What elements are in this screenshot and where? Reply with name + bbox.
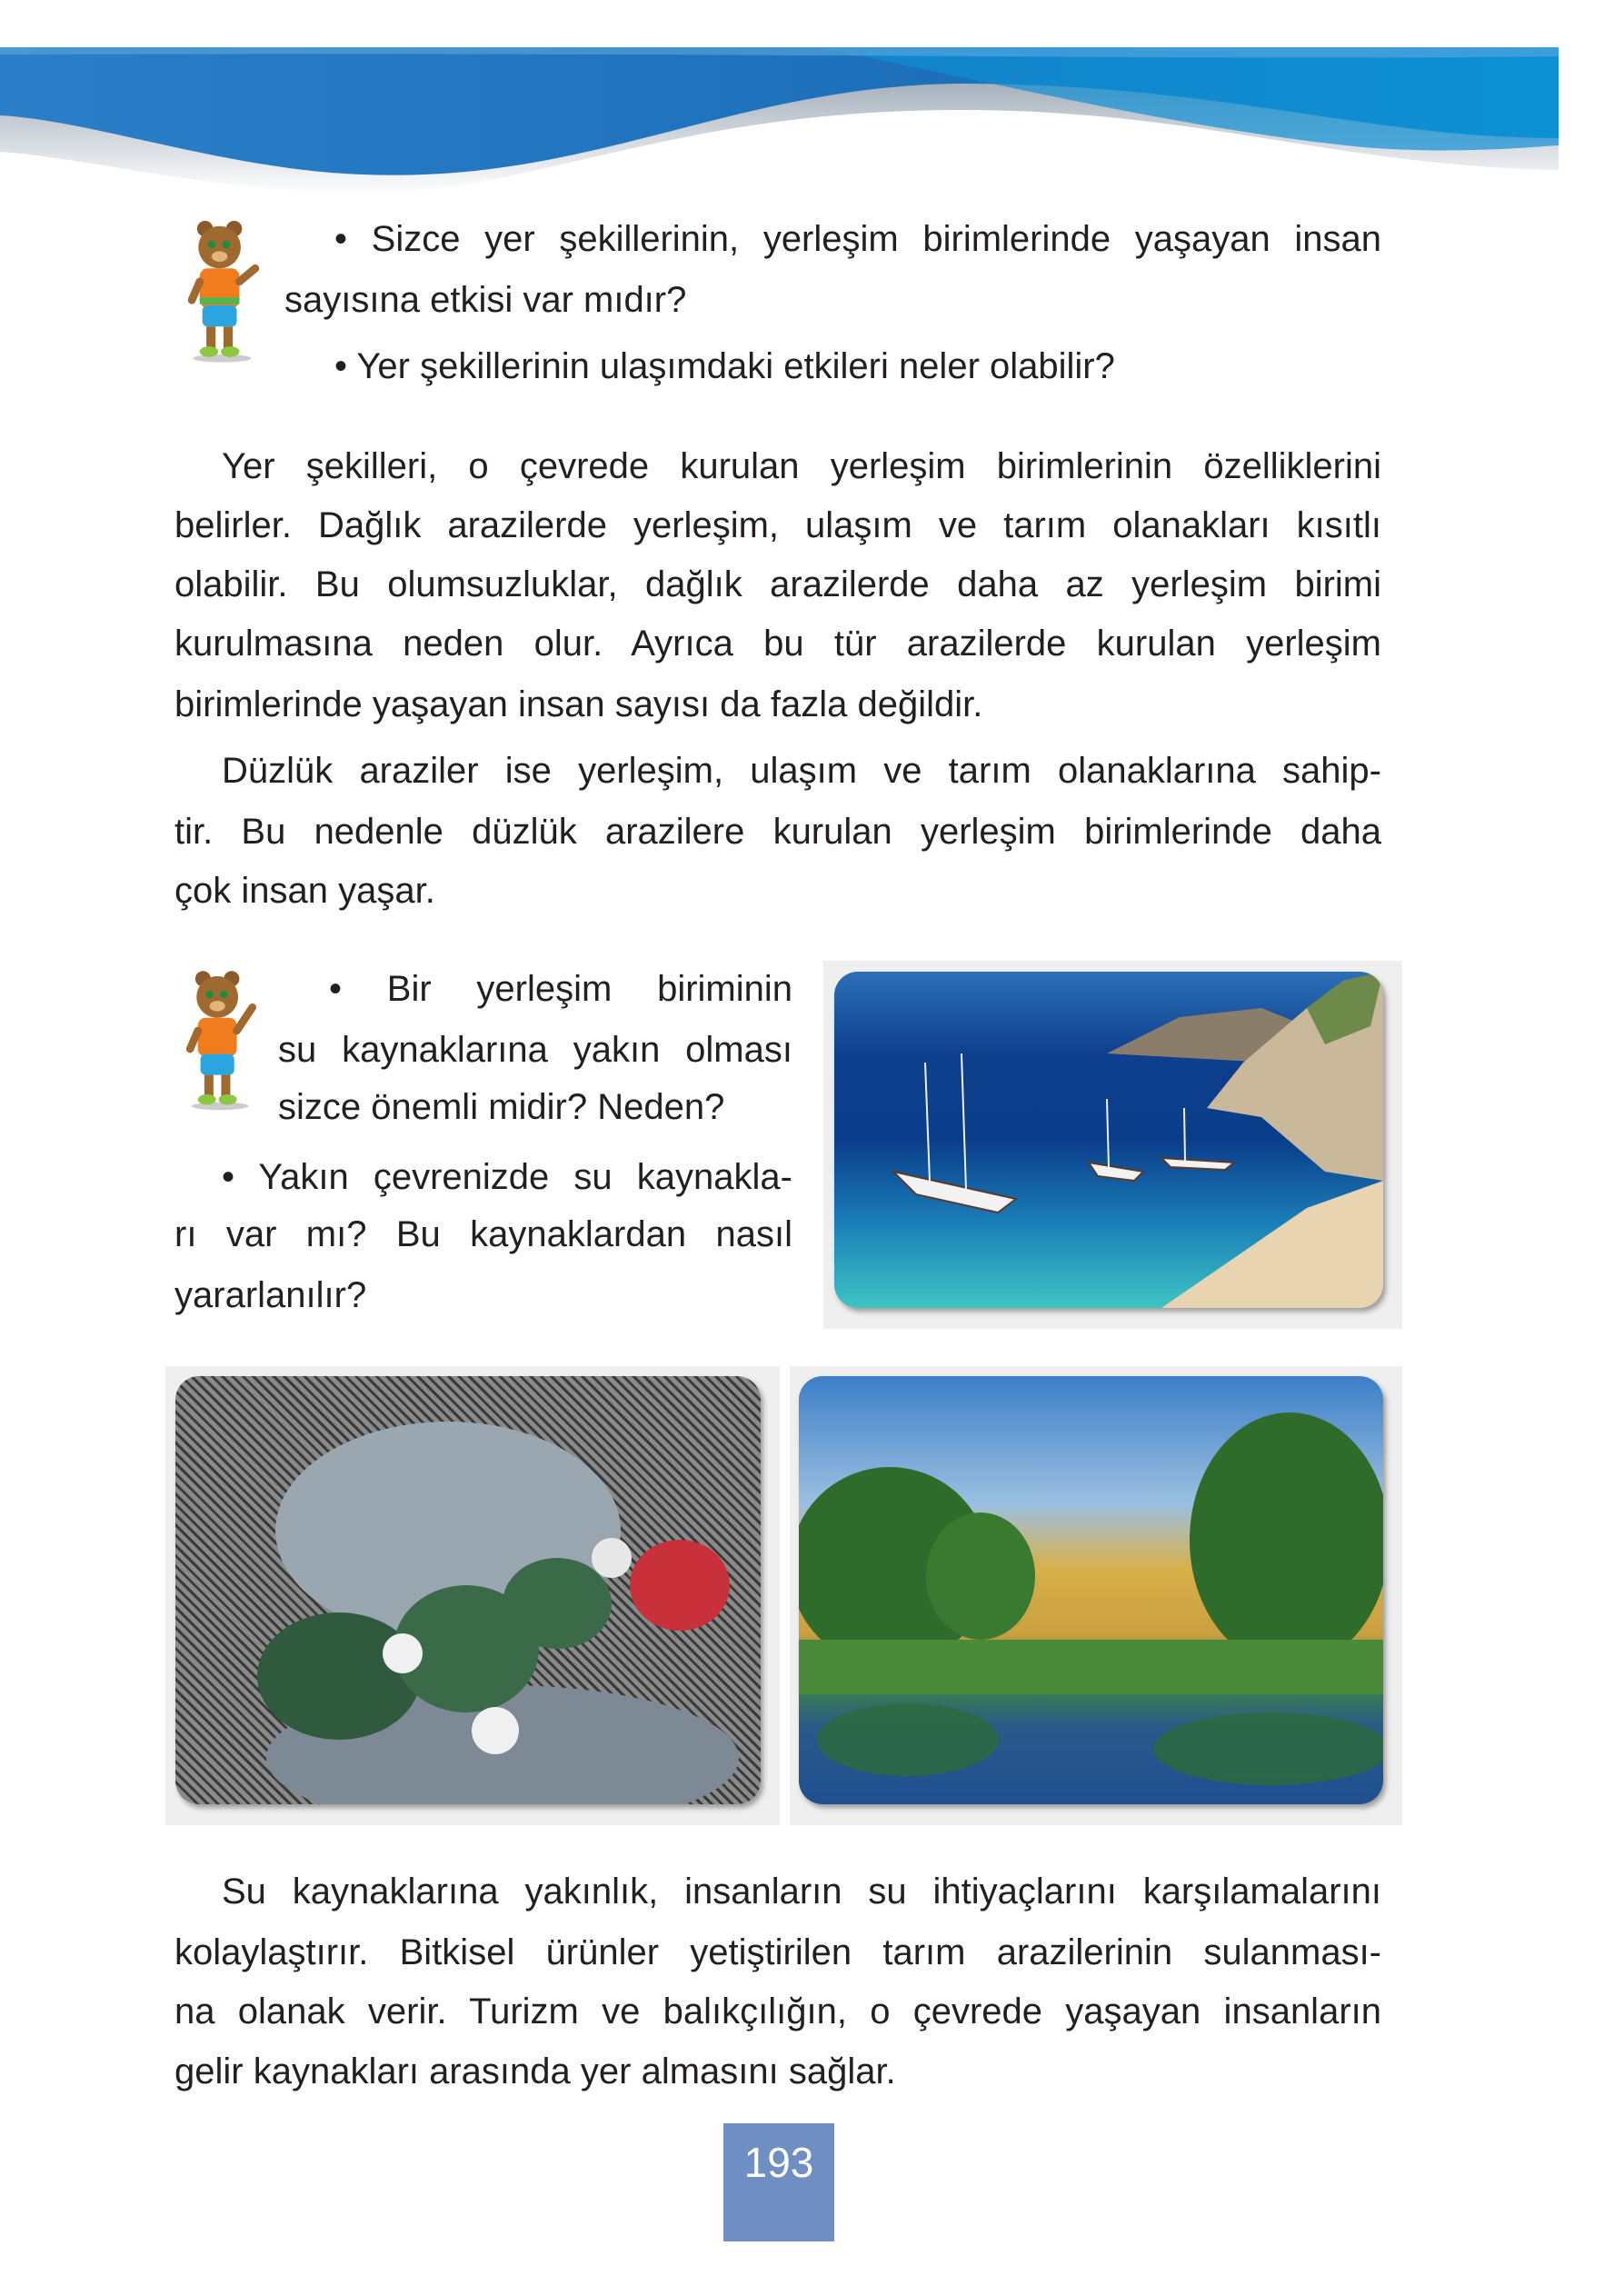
paragraph-line: kurulmasına neden olur. Ayrıca bu tür arazilerde kurulan yerleşim xyxy=(174,624,1381,664)
paragraph-line: belirler. Dağlık arazilerde yerleşim, ulaşım ve tarım olanakları kısıtlı xyxy=(174,505,1381,545)
paragraph-line: çok insan yaşar. xyxy=(174,871,435,911)
question-line: sizce önemli midir? Neden? xyxy=(278,1087,725,1127)
paragraph-line: olabilir. Bu olumsuzluklar, dağlık arazilerde daha az yerleşim birimi xyxy=(174,564,1381,604)
fishing-photo xyxy=(175,1376,761,1804)
paragraph-line: kolaylaştırır. Bitkisel ürünler yetiştirilen tarım arazilerinin sulanması- xyxy=(174,1932,1381,1972)
field-river-photo xyxy=(799,1376,1383,1804)
paragraph-line: gelir kaynakları arasında yer almasını sağlar. xyxy=(174,2051,896,2091)
question-line: rı var mı? Bu kaynaklardan nasıl xyxy=(174,1214,792,1254)
bay-boats-photo xyxy=(834,972,1383,1308)
paragraph-line: na olanak verir. Turizm ve balıkçılığın, o çevrede yaşayan insanların xyxy=(174,1992,1381,2031)
paragraph-line: Yer şekilleri, o çevrede kurulan yerleşim birimlerinin özelliklerini xyxy=(222,446,1381,486)
header-wave-banner xyxy=(0,47,1559,202)
paragraph-line: Düzlük araziler ise yerleşim, ulaşım ve tarım olanaklarına sahip- xyxy=(222,751,1381,791)
page-number: 193 xyxy=(723,2123,834,2241)
question-line: • Yakın çevrenizde su kaynakla- xyxy=(222,1157,792,1197)
bear-mascot-icon xyxy=(174,218,270,364)
question-line: su kaynaklarına yakın olması xyxy=(278,1030,792,1070)
paragraph-line: birimlerinde yaşayan insan sayısı da fazla değildir. xyxy=(174,684,983,724)
paragraph-line: tir. Bu nedenle düzlük arazilere kurulan yerleşim birimlerinde daha xyxy=(174,812,1381,852)
question-line: • Yer şekillerinin ulaşımdaki etkileri neler olabilir? xyxy=(334,346,1115,386)
question-line: sayısına etkisi var mıdır? xyxy=(284,280,687,320)
question-line: yararlanılır? xyxy=(174,1275,367,1315)
question-line: • Bir yerleşim biriminin xyxy=(329,969,792,1009)
question-line: • Sizce yer şekillerinin, yerleşim birimlerinde yaşayan insan xyxy=(334,219,1381,259)
paragraph-line: Su kaynaklarına yakınlık, insanların su ihtiyaçlarını karşılamalarını xyxy=(222,1872,1381,1912)
bear-mascot-icon xyxy=(174,967,265,1113)
